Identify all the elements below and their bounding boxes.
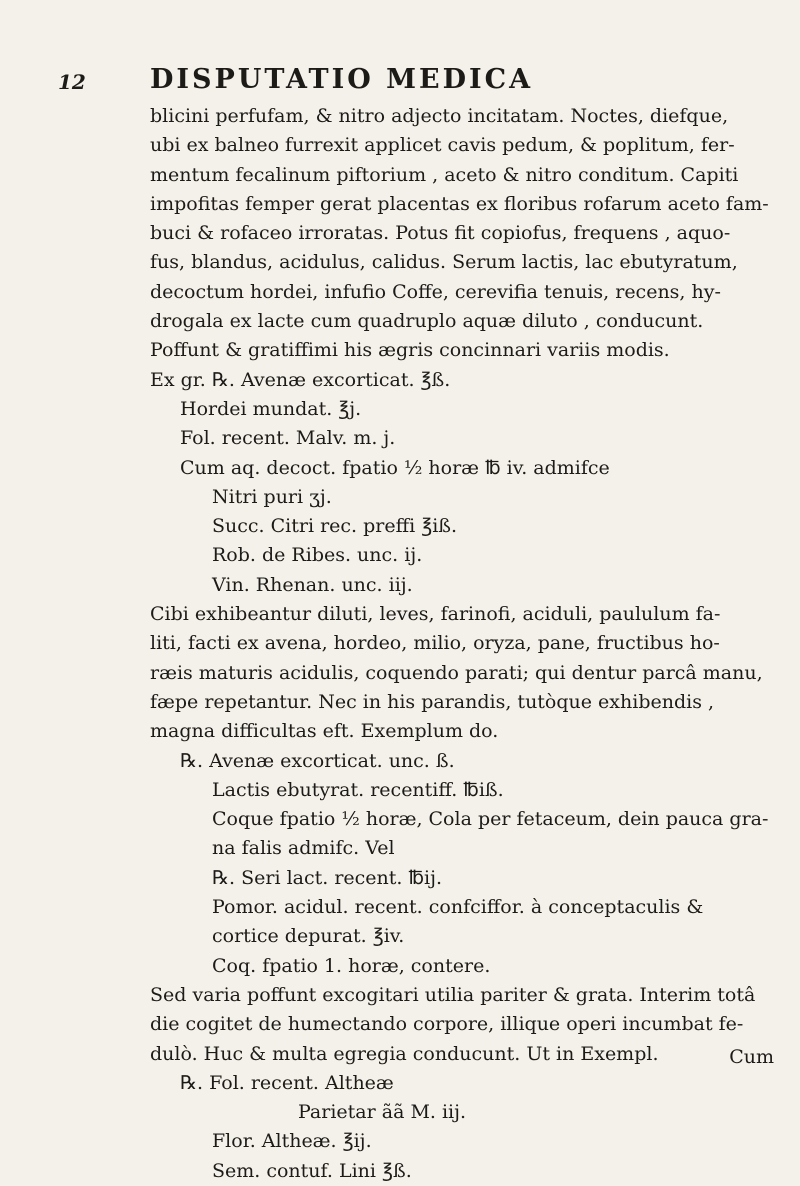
text-line: drogala ex lacte cum quadruplo aquæ diluto , conducunt. (150, 310, 704, 333)
text-line: Parietar ãã M. iij. (298, 1101, 467, 1124)
text-line: Sed varia poffunt excogitari utilia pariter & grata. Interim totâ (150, 983, 756, 1006)
text-line: Nitri puri ʒj. (212, 485, 332, 508)
text-line: mentum fecalinum piftorium , aceto & nitro conditum. Capiti (150, 163, 739, 186)
text-line: ræis maturis acidulis, coquendo parati; qui dentur parcâ manu, (150, 661, 763, 684)
text-line: fus, blandus, acidulus, calidus. Serum lactis, lac ebutyratum, (150, 251, 738, 274)
text-line: Succ. Citri rec. preffi ℥iß. (212, 515, 457, 538)
text-line: na falis admifc. Vel (212, 837, 395, 860)
text-line: fæpe repetantur. Nec in his parandis, tutòque exhibendis , (150, 690, 715, 713)
page-number: 12 (58, 70, 86, 94)
text-line: ℞. Fol. recent. Altheæ (180, 1071, 394, 1094)
text-line: Rob. de Ribes. unc. ij. (212, 544, 423, 567)
text-line: Sem. contuf. Lini ℥ß. (212, 1159, 412, 1182)
text-line: blicini perfufam, & nitro adjecto incitatam. Noctes, diefque, (150, 105, 729, 127)
text-line: ℞. Seri lact. recent. ℔ij. (212, 866, 443, 889)
text-line: die cogitet de humectando corpore, illique operi incumbat fe- (150, 1013, 744, 1036)
running-head: DISPUTATIO MEDICA (150, 64, 534, 95)
text-line: impofitas femper gerat placentas ex floribus rofarum aceto fam- (150, 192, 769, 215)
text-line: Poffunt & gratiffimi his ægris concinnari variis modis. (150, 339, 670, 362)
text-line: Cum aq. decoct. fpatio ½ horæ ℔ iv. admifce (180, 456, 610, 479)
text-line: Pomor. acidul. recent. confciffor. à conceptaculis & (212, 896, 704, 919)
text-line: Coq. fpatio 1. horæ, contere. (212, 954, 491, 977)
text-line: Flor. Altheæ. ℥ij. (212, 1130, 372, 1153)
body-text (150, 102, 769, 1186)
text-line: Ex gr. ℞. Avenæ excorticat. ℥ß. (150, 368, 451, 391)
text-line: ℞. Avenæ excorticat. unc. ß. (180, 749, 455, 772)
page-header (58, 60, 752, 96)
catchword: Cum (729, 1046, 774, 1068)
text-line: Hordei mundat. ℥j. (180, 397, 362, 420)
text-line: ubi ex balneo furrexit applicet cavis pedum, & poplitum, fer- (150, 134, 735, 157)
text-line: cortice depurat. ℥iv. (212, 925, 405, 948)
text-line: decoctum hordei, infufio Coffe, cerevifia tenuis, recens, hy- (150, 280, 721, 303)
text-line: Fol. recent. Malv. m. j. (180, 427, 396, 450)
text-line: liti, facti ex avena, hordeo, milio, oryza, pane, fructibus ho- (150, 632, 720, 655)
text-line: Lactis ebutyrat. recentiff. ℔iß. (212, 778, 504, 801)
text-line: Coque fpatio ½ horæ, Cola per fetaceum, dein pauca gra- (212, 808, 769, 831)
text-line: dulò. Huc & multa egregia conducunt. Ut in Exempl. (150, 1042, 659, 1065)
text-line: magna difficultas eft. Exemplum do. (150, 720, 499, 743)
text-line: Cibi exhibeantur diluti, leves, farinofi, aciduli, paululum fa- (150, 603, 721, 626)
text-line: buci & rofaceo irroratas. Potus fit copiofus, frequens , aquo- (150, 222, 731, 245)
text-line: Vin. Rhenan. unc. iij. (212, 573, 413, 596)
